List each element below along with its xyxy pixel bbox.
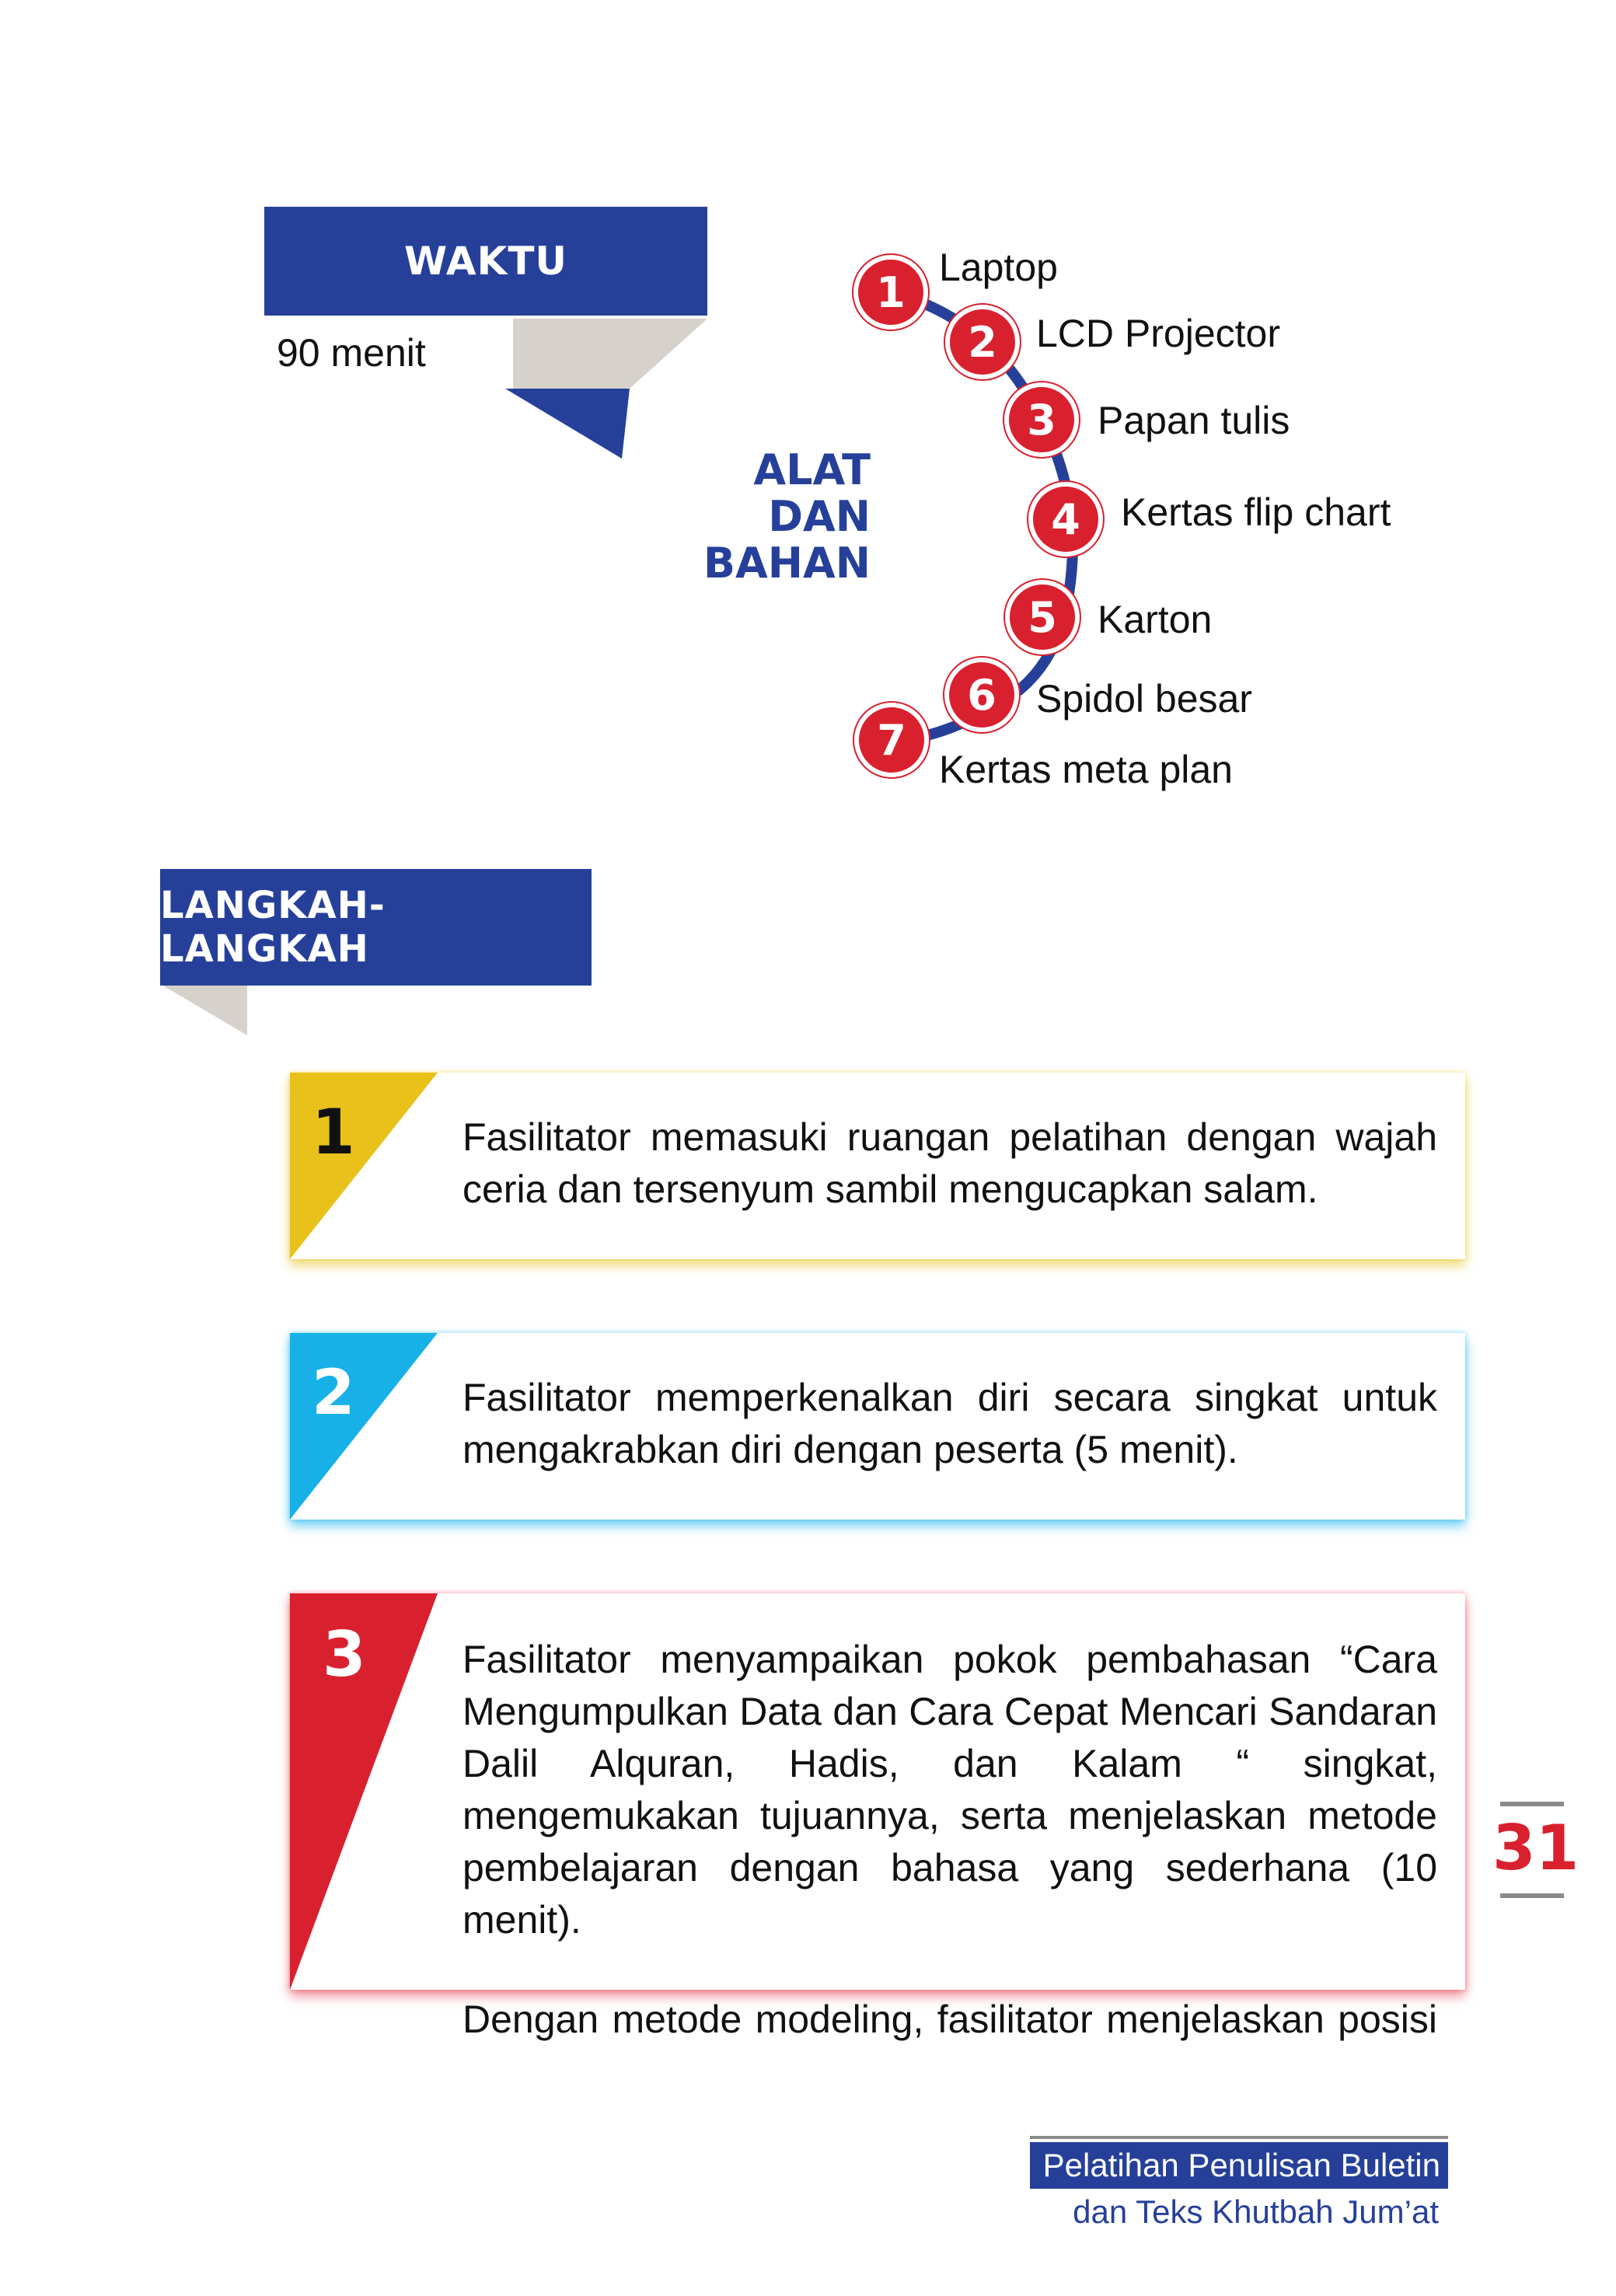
step-number-2: 2 (312, 1356, 355, 1429)
tool-number-3: 3 (1004, 382, 1079, 457)
step-text-3: Fasilitator menyampaikan pokok pembahasan “Cara Mengumpulkan Data dan Cara Cepat Mencari Sandaran Dalil Alquran, Hadis, dan Kalam “ singkat, mengemukakan tujuannya, serta menjelaskan metode pembelajaran dengan bahasa yang sederhana (10 menit). (462, 1638, 1437, 1942)
step-number-1: 1 (312, 1096, 355, 1168)
page-number: 31 (1492, 1812, 1579, 1884)
alat-title-line-3: BAHAN (703, 539, 871, 588)
tool-label-3: Papan tulis (1098, 399, 1290, 442)
step-number-3: 3 (323, 1618, 366, 1691)
langkah-title: LANGKAH-LANGKAH (160, 884, 386, 971)
tool-number-2: 2 (945, 305, 1020, 379)
step-card-3 (290, 1593, 1465, 1990)
step-text-2: Fasilitator memperkenalkan diri secara singkat untuk mengakrabkan diri dengan peserta (5 menit). (462, 1376, 1437, 1471)
langkah-ribbon-fold (160, 981, 253, 1038)
step-card-1 (290, 1073, 1465, 1259)
footer-title-line-1: Pelatihan Penulisan Buletin (1030, 2142, 1448, 2189)
step-card-2 (290, 1333, 1465, 1520)
tool-number-1: 1 (853, 255, 928, 330)
waktu-title: WAKTU (403, 239, 568, 284)
tool-label-1: Laptop (939, 246, 1058, 289)
waktu-value: 90 menit (277, 331, 426, 375)
tool-label-2: LCD Projector (1036, 312, 1280, 355)
step-text-1: Fasilitator memasuki ruangan pelatihan dengan wajah ceria dan tersenyum sambil mengucapkan salam. (462, 1115, 1437, 1211)
tool-label-6: Spidol besar (1036, 677, 1252, 721)
tool-label-5: Karton (1098, 598, 1213, 641)
tools-arc (0, 0, 1616, 855)
tool-number-6: 6 (944, 658, 1019, 732)
tool-number-4: 4 (1028, 482, 1103, 557)
tool-number-5: 5 (1005, 580, 1080, 654)
alat-title-line-2: DAN (768, 492, 871, 541)
tool-label-7: Kertas meta plan (939, 748, 1233, 791)
tool-label-4: Kertas flip chart (1121, 490, 1391, 534)
continuation-text: Dengan metode modeling, fasilitator menjelaskan posisi (462, 1998, 1437, 2041)
page-number-rule-bottom (1500, 1893, 1564, 1898)
footer-rule (1030, 2136, 1448, 2139)
tool-number-7: 7 (854, 703, 929, 777)
langkah-banner (160, 869, 592, 986)
footer-title-line-2: dan Teks Khutbah Jum’at (1073, 2193, 1439, 2230)
alat-title-line-1: ALAT (753, 445, 871, 494)
